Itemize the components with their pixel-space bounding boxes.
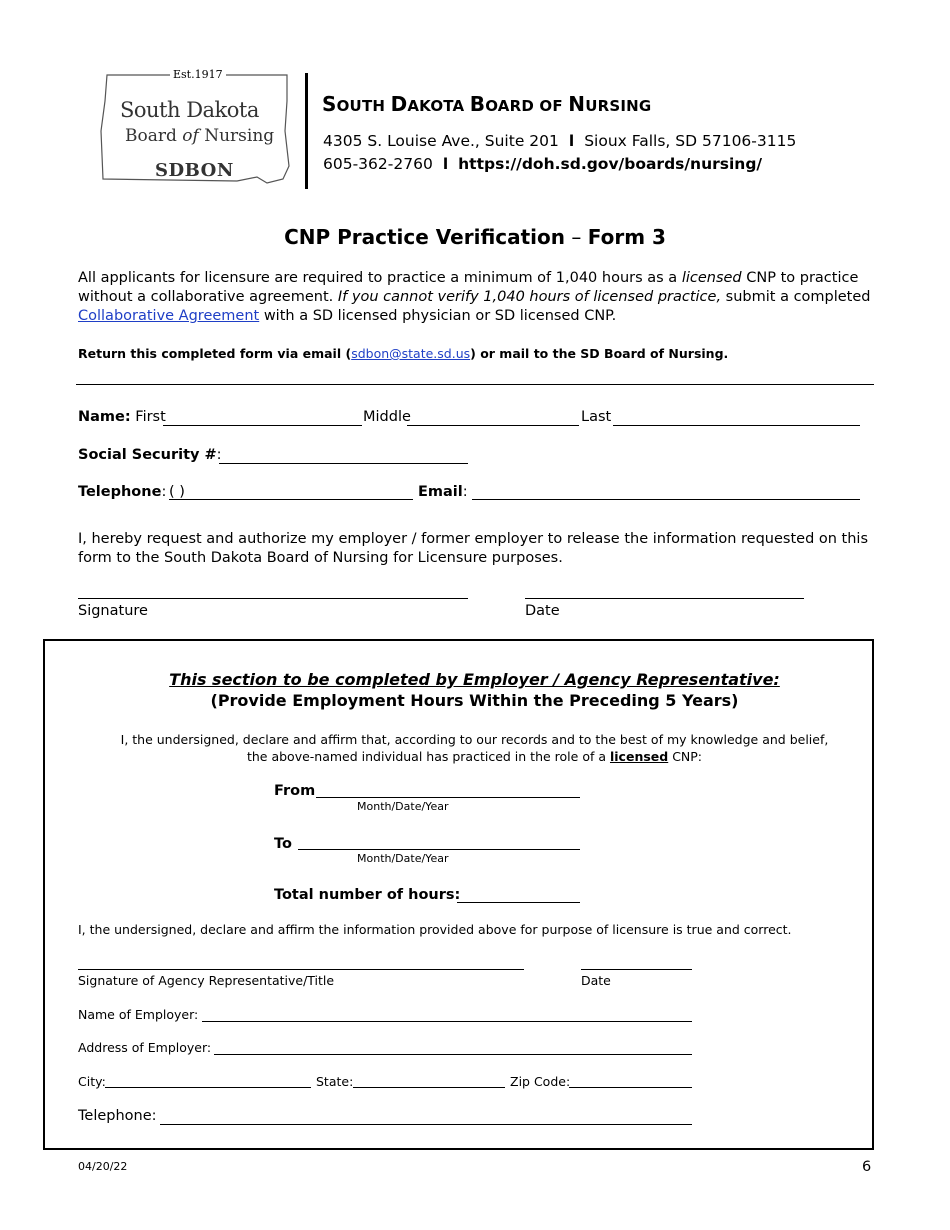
last-name-input[interactable] (613, 425, 860, 426)
section-divider (76, 384, 874, 385)
ssn-label: Social Security #: (78, 447, 222, 463)
date-label: Date (525, 603, 560, 619)
telephone-area-code: ( ) (169, 484, 185, 500)
middle-name-input[interactable] (407, 425, 579, 426)
org-name: SOUTH DAKOTA BOARD OF NURSING (322, 92, 652, 116)
ssn-input[interactable] (219, 463, 468, 464)
telephone-label: Telephone: (78, 484, 167, 500)
employer-telephone-label: Telephone: (78, 1108, 157, 1124)
employer-telephone-input[interactable] (160, 1124, 692, 1125)
first-name-input[interactable] (163, 425, 362, 426)
from-label: From (274, 783, 316, 799)
agency-signature-label: Signature of Agency Representative/Title (78, 973, 335, 988)
address-city: Sioux Falls, SD 57106-3115 (584, 132, 797, 150)
from-date-input[interactable] (316, 797, 580, 798)
email-input[interactable] (472, 499, 860, 500)
state-input[interactable] (353, 1087, 505, 1088)
logo-est-text: Est.1917 (170, 68, 226, 81)
address-street: 4305 S. Louise Ave., Suite 201 (323, 132, 559, 150)
middle-label: Middle (363, 409, 411, 425)
agency-signature-input[interactable] (78, 969, 524, 970)
agency-date-input[interactable] (581, 969, 692, 970)
email-label: Email: (418, 484, 468, 500)
to-label: To (274, 836, 292, 852)
page-number: 6 (862, 1159, 872, 1175)
employer-address-input[interactable] (214, 1054, 692, 1055)
email-link[interactable]: sdbon@state.sd.us (351, 346, 471, 361)
logo-line2: Board of Nursing (125, 126, 275, 146)
last-label: Last (581, 409, 612, 425)
zip-input[interactable] (569, 1087, 692, 1088)
city-label: City: (78, 1074, 106, 1089)
signature-label: Signature (78, 603, 148, 619)
date-input[interactable] (525, 598, 804, 599)
to-date-hint: Month/Date/Year (357, 852, 449, 865)
declaration-line-1: I, the undersigned, declare and affirm that, according to our records and to the best of my knowledge and belief, (120, 732, 829, 747)
zip-label: Zip Code: (510, 1074, 571, 1089)
employer-section-subheading: (Provide Employment Hours Within the Preceding 5 Years) (210, 691, 739, 710)
agency-date-label: Date (581, 973, 611, 988)
intro-paragraph: All applicants for licensure are required to practice a minimum of 1,040 hours as a licensed CNP to practice without a collaborative agreement. If you cannot verify 1,040 hours of licensed practice, submit a completed Collaborative Agreement with a SD licensed physician or SD licensed CNP. (78, 270, 871, 324)
to-date-input[interactable] (298, 849, 580, 850)
telephone-input[interactable] (169, 499, 413, 500)
affirm-text: I, the undersigned, declare and affirm the information provided above for purpose of licensure is true and correct. (78, 922, 792, 937)
city-input[interactable] (105, 1087, 311, 1088)
logo-line1: South Dakota (120, 98, 259, 122)
signature-input[interactable] (78, 598, 468, 599)
org-contact: 605-362-2760 l https://doh.sd.gov/boards/nursing/ (323, 155, 763, 173)
from-date-hint: Month/Date/Year (357, 800, 449, 813)
total-hours-input[interactable] (457, 902, 580, 903)
authorization-text: I, hereby request and authorize my employer / former employer to release the information requested on this form to the South Dakota Board of Nursing for Licensure purposes. (78, 531, 869, 566)
org-url[interactable]: https://doh.sd.gov/boards/nursing/ (458, 155, 763, 173)
state-label: State: (316, 1074, 354, 1089)
collaborative-agreement-link[interactable]: Collaborative Agreement (78, 308, 260, 324)
employer-name-label: Name of Employer: (78, 1007, 199, 1022)
org-phone: 605-362-2760 (323, 155, 433, 173)
total-hours-label: Total number of hours: (274, 887, 461, 903)
footer-date: 04/20/22 (78, 1160, 128, 1173)
page-title: CNP Practice Verification – Form 3 (284, 225, 666, 249)
declaration-line-2: the above-named individual has practiced in the role of a licensed CNP: (246, 749, 703, 764)
name-label: Name: First (78, 409, 166, 425)
header-divider (305, 73, 308, 189)
employer-address-label: Address of Employer: (78, 1040, 212, 1055)
employer-section-heading: This section to be completed by Employer / Agency Representative: (169, 670, 780, 689)
org-address: 4305 S. Louise Ave., Suite 201 l Sioux Falls, SD 57106-3115 (323, 132, 797, 150)
employer-name-input[interactable] (202, 1021, 692, 1022)
return-instructions: Return this completed form via email (sdbon@state.sd.us) or mail to the SD Board of Nursing. (78, 346, 729, 361)
logo-abbr: SDBON (155, 160, 234, 181)
